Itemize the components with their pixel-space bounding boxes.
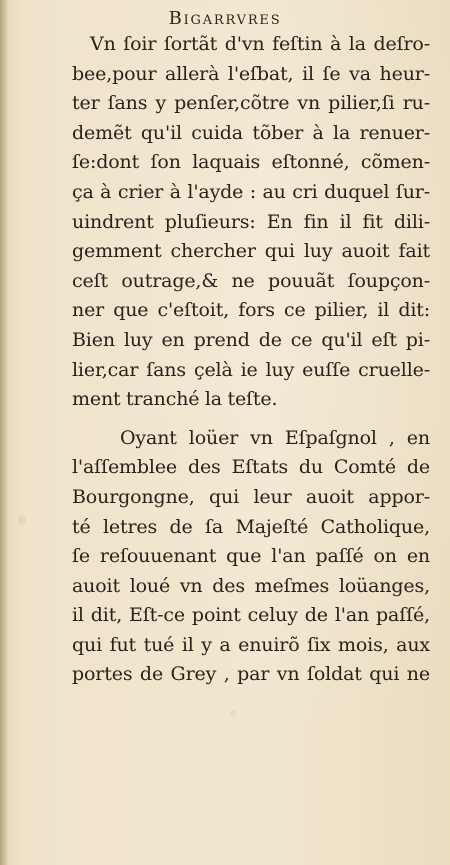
- text-line: demẽt qu'il cuida tõber à la renuer-: [72, 121, 430, 144]
- text-line: ment tranché la teſte.: [72, 388, 278, 411]
- text-block: [72, 30, 430, 690]
- text-line: ſe:dont ſon laquais eſtonné, cõmen-: [72, 151, 430, 174]
- paper-stain: [230, 710, 236, 717]
- text-line: portes de Grey , par vn ſoldat qui ne: [72, 663, 430, 686]
- text-line: auoit loué vn des meſmes loüanges,: [72, 574, 430, 597]
- text-line: ter ſans y penſer,cõtre vn pilier,ſi ru-: [72, 92, 430, 115]
- text-line: té letres de ſa Majeſté Catholique,: [72, 515, 430, 538]
- text-line: qui fut tué il y a enuirõ ſix mois, aux: [72, 633, 430, 656]
- text-line: l'aſſemblee des Eſtats du Comté de: [72, 456, 430, 479]
- text-line: gemment chercher qui luy auoit fait: [72, 240, 430, 263]
- text-line: Bien luy en prend de ce qu'il eſt pi-: [72, 328, 430, 351]
- text-line: bee,pour allerà l'eſbat, il ſe va heur-: [72, 62, 430, 85]
- text-line: il dit, Eſt-ce point celuy de l'an paſſé,: [72, 604, 430, 627]
- text-line: ner que c'eſtoit, fors ce pilier, il dit:: [72, 299, 430, 322]
- text-line: ceſt outrage,& ne pouuãt ſoupçon-: [72, 269, 430, 292]
- text-line: Oyant loüer vn Eſpaſgnol , en: [120, 426, 430, 449]
- text-line: Bourgongne, qui leur auoit appor-: [72, 485, 430, 508]
- running-head: Bigarrvres: [168, 8, 282, 29]
- text-line: ſe reſouuenant que l'an paſſé on en: [72, 545, 430, 568]
- text-line: ça à crier à l'ayde : au cri duquel ſur-: [72, 180, 430, 203]
- text-line: uindrent pluſieurs: En fin il fit dili-: [72, 210, 430, 233]
- paragraph-1: [72, 30, 430, 415]
- text-line: Vn ſoir ſortãt d'vn feſtin à la deſro-: [90, 33, 430, 55]
- paragraph-2: [72, 424, 430, 690]
- paper-stain: [18, 515, 26, 525]
- text-line: lier,car ſans çelà ie luy euſſe cruelle-: [72, 358, 430, 381]
